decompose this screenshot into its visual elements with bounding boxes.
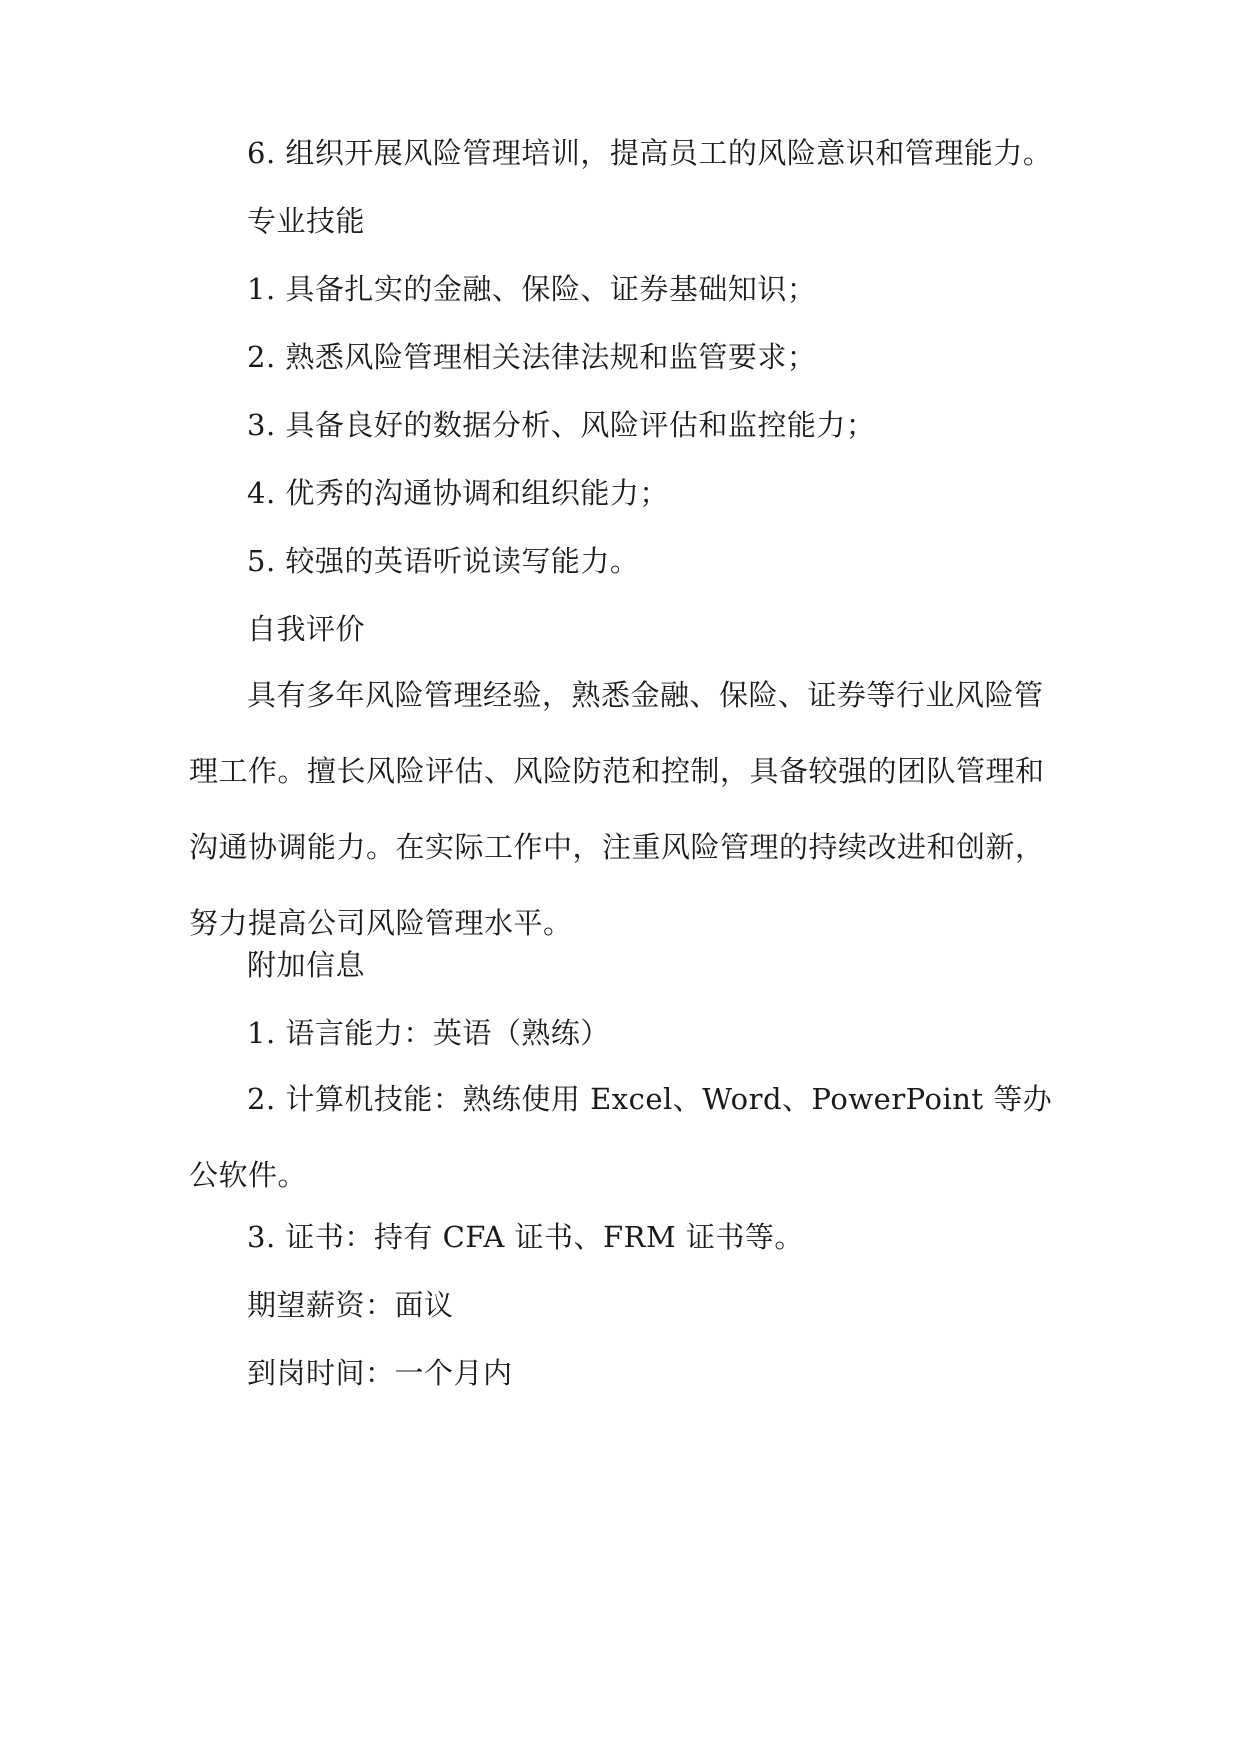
skill-item-5: 5. 较强的英语听说读写能力。 — [247, 544, 640, 578]
self-eval-paragraph: 具有多年风险管理经验，熟悉金融、保险、证券等行业风险管理工作。擅长风险评估、风险防范和控制，具备较强的团队管理和沟通协调能力。在实际工作中，注重风险管理的持续改进和创新，努力提高公司风险管理水平。 — [189, 678, 1045, 940]
expected-salary: 期望薪资：面议 — [247, 1288, 454, 1322]
skill-item-2: 2. 熟悉风险管理相关法律法规和监管要求； — [247, 340, 817, 374]
skill-item-3: 3. 具备良好的数据分析、风险评估和监控能力； — [247, 408, 876, 442]
skill-item-1: 1. 具备扎实的金融、保险、证券基础知识； — [247, 272, 817, 306]
additional-item-1: 1. 语言能力：英语（熟练） — [247, 1016, 610, 1050]
additional-item-2: 2. 计算机技能：熟练使用 Excel、Word、PowerPoint 等办公软件。 — [189, 1082, 1053, 1192]
start-time: 到岗时间：一个月内 — [247, 1356, 513, 1390]
additional-item-3: 3. 证书：持有 CFA 证书、FRM 证书等。 — [247, 1220, 804, 1254]
self-eval-heading: 自我评价 — [247, 612, 366, 646]
duty-item-6: 6. 组织开展风险管理培训，提高员工的风险意识和管理能力。 — [247, 136, 1053, 170]
skill-item-4: 4. 优秀的沟通协调和组织能力； — [247, 476, 669, 510]
skills-heading: 专业技能 — [247, 204, 366, 238]
additional-heading: 附加信息 — [247, 948, 366, 982]
